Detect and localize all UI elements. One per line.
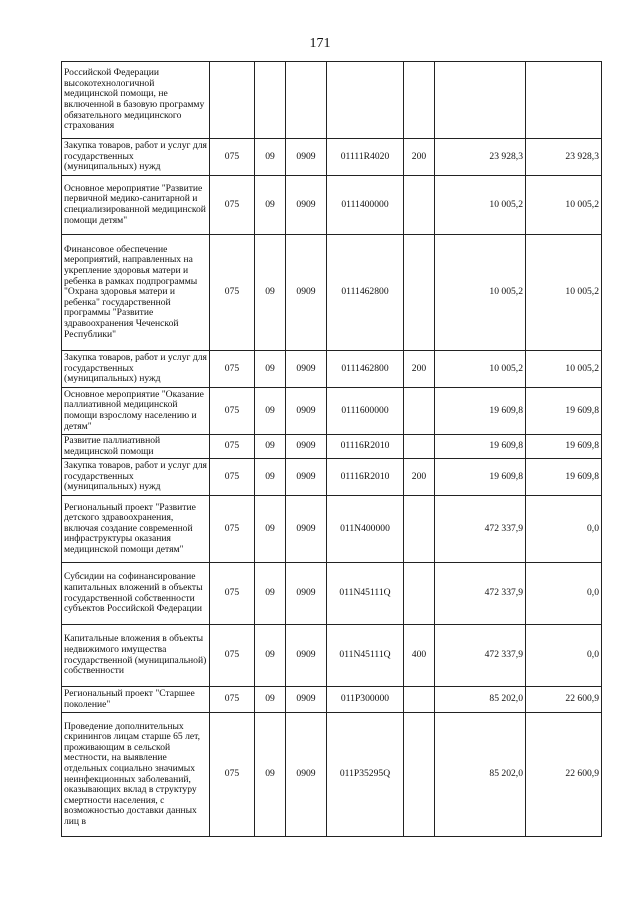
amount-year2: 10 005,2 (526, 351, 602, 388)
section-code: 09 (255, 235, 286, 351)
target-article: 011N400000 (327, 496, 404, 563)
amount-year1: 85 202,0 (435, 687, 526, 713)
table-row (62, 139, 602, 176)
section-code: 09 (255, 388, 286, 435)
subsection-code: 0909 (286, 388, 327, 435)
amount-year2: 0,0 (526, 625, 602, 687)
section-code: 09 (255, 459, 286, 496)
table-row (62, 235, 602, 351)
amount-year1: 10 005,2 (435, 351, 526, 388)
amount-year1: 472 337,9 (435, 496, 526, 563)
row-name: Основное мероприятие "Оказание паллиативной медицинской помощи взрослому населению и детям" (62, 388, 210, 435)
amount-year2: 19 609,8 (526, 388, 602, 435)
table-row (62, 176, 602, 235)
subsection-code: 0909 (286, 496, 327, 563)
section-code: 09 (255, 435, 286, 459)
row-name: Региональный проект "Старшее поколение" (62, 687, 210, 713)
amount-year1: 85 202,0 (435, 713, 526, 837)
ministry-code: 075 (210, 435, 255, 459)
table-row (62, 435, 602, 459)
section-code: 09 (255, 563, 286, 625)
amount-year1: 10 005,2 (435, 176, 526, 235)
amount-year1: 472 337,9 (435, 563, 526, 625)
ministry-code: 075 (210, 563, 255, 625)
expense-type (404, 435, 435, 459)
amount-year1 (435, 62, 526, 139)
row-name: Закупка товаров, работ и услуг для государственных (муниципальных) нужд (62, 139, 210, 176)
table-row (62, 713, 602, 837)
target-article: 011P35295Q (327, 713, 404, 837)
row-name: Региональный проект "Развитие детского здравоохранения, включая создание современной инфраструктуры оказания медицинской помощи детям" (62, 496, 210, 563)
expense-type: 400 (404, 625, 435, 687)
expense-type: 200 (404, 459, 435, 496)
ministry-code: 075 (210, 713, 255, 837)
subsection-code: 0909 (286, 235, 327, 351)
table-row (62, 388, 602, 435)
subsection-code: 0909 (286, 139, 327, 176)
expense-type (404, 687, 435, 713)
target-article: 011N45111Q (327, 625, 404, 687)
page-number: 171 (309, 36, 331, 51)
amount-year2: 19 609,8 (526, 459, 602, 496)
expense-type: 200 (404, 139, 435, 176)
target-article: 01111R4020 (327, 139, 404, 176)
ministry-code: 075 (210, 388, 255, 435)
subsection-code: 0909 (286, 713, 327, 837)
ministry-code: 075 (210, 459, 255, 496)
ministry-code: 075 (210, 351, 255, 388)
target-article: 011P300000 (327, 687, 404, 713)
subsection-code: 0909 (286, 625, 327, 687)
subsection-code: 0909 (286, 351, 327, 388)
amount-year1: 10 005,2 (435, 235, 526, 351)
subsection-code: 0909 (286, 435, 327, 459)
amount-year1: 472 337,9 (435, 625, 526, 687)
amount-year2: 22 600,9 (526, 687, 602, 713)
expense-type (404, 388, 435, 435)
row-name: Развитие паллиативной медицинской помощи (62, 435, 210, 459)
section-code: 09 (255, 713, 286, 837)
expense-type (404, 496, 435, 563)
ministry-code: 075 (210, 235, 255, 351)
table-body (62, 62, 602, 837)
ministry-code (210, 62, 255, 139)
table-row (62, 459, 602, 496)
target-article: 01116R2010 (327, 435, 404, 459)
amount-year1: 19 609,8 (435, 388, 526, 435)
row-name: Финансовое обеспечение мероприятий, направленных на укрепление здоровья матери и ребенка в рамках подпрограммы "Охрана здоровья матери и ребенка" государственной программы "Развитие здравоохранения Чеченской Республики" (62, 235, 210, 351)
section-code (255, 62, 286, 139)
table-row (62, 62, 602, 139)
row-name: Проведение дополнительных скринингов лицам старше 65 лет, проживающим в сельской местности, на выявление отдельных социально значимых неинфекционных заболеваний, оказывающих вклад в структуру смертности населения, с возможностью доставки данных лиц в (62, 713, 210, 837)
target-article (327, 62, 404, 139)
target-article: 0111462800 (327, 235, 404, 351)
ministry-code: 075 (210, 625, 255, 687)
target-article: 0111400000 (327, 176, 404, 235)
subsection-code: 0909 (286, 687, 327, 713)
expense-type: 200 (404, 351, 435, 388)
subsection-code: 0909 (286, 459, 327, 496)
amount-year2: 10 005,2 (526, 235, 602, 351)
section-code: 09 (255, 496, 286, 563)
row-name: Основное мероприятие "Развитие первичной медико-санитарной и специализированной медицинской помощи детям" (62, 176, 210, 235)
section-code: 09 (255, 176, 286, 235)
target-article: 011N45111Q (327, 563, 404, 625)
amount-year2: 0,0 (526, 563, 602, 625)
table-row (62, 625, 602, 687)
amount-year2: 10 005,2 (526, 176, 602, 235)
row-name: Субсидии на софинансирование капитальных вложений в объекты государственной собственности субъектов Российской Федерации (62, 563, 210, 625)
section-code: 09 (255, 687, 286, 713)
section-code: 09 (255, 625, 286, 687)
section-code: 09 (255, 351, 286, 388)
amount-year1: 23 928,3 (435, 139, 526, 176)
amount-year1: 19 609,8 (435, 459, 526, 496)
row-name: Российской Федерации высокотехнологичной медицинской помощи, не включенной в базовую программу обязательного медицинского страхования (62, 62, 210, 139)
subsection-code: 0909 (286, 176, 327, 235)
target-article: 0111600000 (327, 388, 404, 435)
ministry-code: 075 (210, 176, 255, 235)
expense-type (404, 235, 435, 351)
table-row (62, 687, 602, 713)
amount-year2: 0,0 (526, 496, 602, 563)
table-row (62, 496, 602, 563)
target-article: 0111462800 (327, 351, 404, 388)
ministry-code: 075 (210, 139, 255, 176)
expense-type (404, 176, 435, 235)
expense-type (404, 563, 435, 625)
target-article: 01116R2010 (327, 459, 404, 496)
subsection-code: 0909 (286, 563, 327, 625)
table-row (62, 351, 602, 388)
section-code: 09 (255, 139, 286, 176)
subsection-code (286, 62, 327, 139)
budget-table (61, 61, 602, 837)
ministry-code: 075 (210, 687, 255, 713)
row-name: Капитальные вложения в объекты недвижимого имущества государственной (муниципальной) собственности (62, 625, 210, 687)
amount-year2 (526, 62, 602, 139)
amount-year1: 19 609,8 (435, 435, 526, 459)
amount-year2: 23 928,3 (526, 139, 602, 176)
ministry-code: 075 (210, 496, 255, 563)
row-name: Закупка товаров, работ и услуг для государственных (муниципальных) нужд (62, 459, 210, 496)
table-row (62, 563, 602, 625)
amount-year2: 19 609,8 (526, 435, 602, 459)
row-name: Закупка товаров, работ и услуг для государственных (муниципальных) нужд (62, 351, 210, 388)
amount-year2: 22 600,9 (526, 713, 602, 837)
expense-type (404, 713, 435, 837)
expense-type (404, 62, 435, 139)
